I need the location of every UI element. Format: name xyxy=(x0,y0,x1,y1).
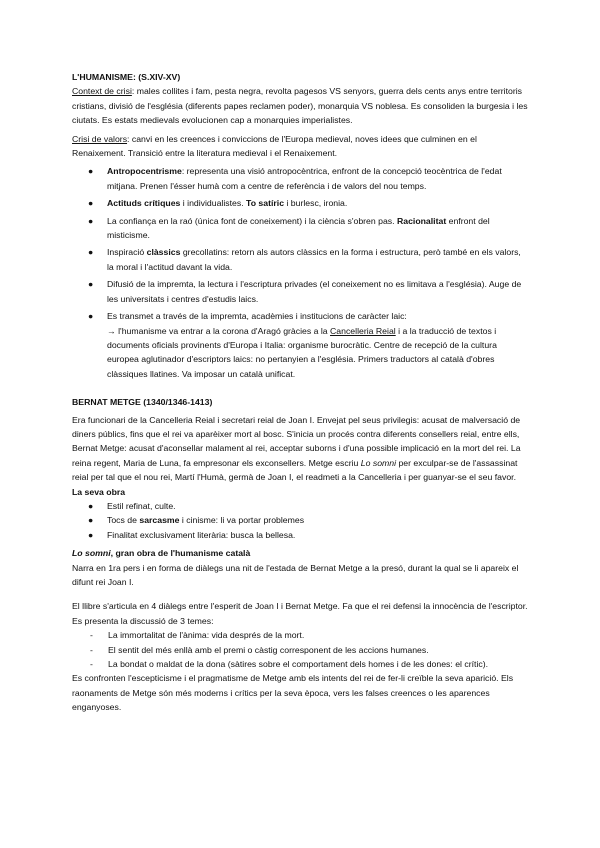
item-text: : representa una visió antropocèntrica, enfront de la concepció teocèntrica de l'edat mitjana. Prenen l'ésser humà com a centre de referència i de valors del nou temps. xyxy=(107,166,502,191)
item-text: Es transmet a través de la impremta, acadèmies i institucions de caràcter laic: xyxy=(107,311,407,322)
bold-term: sarcasme xyxy=(139,515,180,526)
item-text: El sentit del més enllà amb el premi o càstig corresponent de les accions humanes. xyxy=(108,644,429,655)
bullet-icon: ● xyxy=(88,529,94,540)
obra-title: La seva obra xyxy=(72,486,126,497)
item-text: i a la traducció de textos i documents oficials provinents d'Europa i Italia: organisme burocràtic. Centre de recepció de la cultura europea aglutinador d'escriptors laics: no pertanyien a l'església. Primers traductors al català d'obres clàssiques llatines. Va imposar un català unificat. xyxy=(107,325,497,379)
obra-list xyxy=(72,499,530,542)
llibre-paragraph: El llibre s'articula en 4 diàlegs entre l'esperit de Joan I i Bernat Metge. Fa que el rei defensi la innocència de l'escriptor. xyxy=(72,601,528,612)
bold-term: To satíric xyxy=(246,198,285,209)
item-text: La immortalitat de l'ànima: vida després de la mort. xyxy=(108,630,305,641)
list-item xyxy=(72,214,530,243)
item-text: Estil refinat, culte. xyxy=(107,500,176,511)
item-text: La bondat o maldat de la dona (sàtires sobre el comportament dels homes i de les dones: el crític). xyxy=(108,659,489,670)
dash-icon: - xyxy=(90,644,93,655)
item-text: Inspiració xyxy=(107,247,147,258)
humanisme-title: L'HUMANISME: (S.XIV-XV) xyxy=(72,72,181,82)
bold-term: Antropocentrisme xyxy=(107,166,182,177)
bullet-icon: ● xyxy=(88,515,94,526)
metge-title: BERNAT METGE (1340/1346-1413) xyxy=(72,397,213,408)
list-item xyxy=(72,528,530,542)
item-text: enfront del misticisme. xyxy=(107,215,490,241)
dash-icon: - xyxy=(90,630,93,641)
bullet-icon: ● xyxy=(88,311,94,322)
list-item xyxy=(72,309,530,381)
temes-list xyxy=(72,628,530,671)
bullet-icon: ● xyxy=(88,198,94,209)
valors-text: : canvi en les creences i conviccions de l'Europa medieval, noves idees que culminen en el Renaixement. Transició entre la literatura medieval i el Renaixement. xyxy=(72,133,477,159)
list-item xyxy=(72,499,530,513)
context-text: : males collites i fam, pesta negra, revolta pagesos VS senyors, guerra dels cents anys entre territoris cristians, divisió de l'església (diferents papes reclamen poder), monarquia VS noblesa. Es consoliden la burgesia i les ciutats. Es estats medievals evolucionen cap a monarquies imperialistes. xyxy=(72,86,528,126)
context-paragraph xyxy=(72,84,530,127)
temes-intro: Es presenta la discussió de 3 temes: xyxy=(72,615,214,626)
bullet-icon: ● xyxy=(88,166,94,177)
list-item xyxy=(72,628,530,642)
metge-bio-paragraph xyxy=(72,413,530,485)
bullet-icon: ● xyxy=(88,215,94,226)
bold-term: Racionalitat xyxy=(396,215,447,226)
somni-title xyxy=(72,546,530,560)
item-text: i burlesc, ironia. xyxy=(284,198,348,209)
bio-text: Era funcionari de la Cancelleria Reial i secretari reial de Joan I. Envejat pel seus privilegis: acusat de malversació de diners públics, fins que el rei va aparèixer mort al bosc. S'inicia un procés contra diferents consellers reial, entre ells, Bernat Metge: acusat d'aconsellar malament al rei, acceptar suborns i d'una possible implicació en la mort del rei. La reina regent, Maria de Luna, fa empresonar els exconsellers. Metge escriu xyxy=(72,414,521,468)
bullet-icon: ● xyxy=(88,247,94,258)
item-text: i individualistes. xyxy=(180,198,247,209)
item-text: Tocs de xyxy=(107,515,140,526)
item-text: i cinisme: li va portar problemes xyxy=(179,515,305,526)
list-item xyxy=(72,277,530,306)
dash-icon: - xyxy=(90,659,93,670)
item-text: Difusió de la impremta, la lectura i l'escriptura privades (el coneixement no es limitava a l'església). Auge de les universitats i centres d'estudis laics. xyxy=(107,279,522,304)
bold-term: Actituds crítiques xyxy=(107,198,181,209)
item-text: La confiança en la raó (única font de coneixement) i la ciència s'obren pas. xyxy=(107,215,397,226)
context-label: Context de crisi xyxy=(72,86,132,97)
somni-italic: Lo somni xyxy=(72,548,111,559)
bullet-icon: ● xyxy=(88,500,94,511)
valors-label: Crisi de valors xyxy=(72,133,128,144)
item-text: Finalitat exclusivament literària: busca la bellesa. xyxy=(107,529,296,540)
document-page xyxy=(72,70,530,715)
bio-italic: Lo somni xyxy=(360,457,397,468)
list-item xyxy=(72,164,530,193)
list-item xyxy=(72,513,530,527)
confronten-paragraph: Es confronten l'escepticisme i el pragmatisme de Metge amb els intents del rei de fer-li creïble la seva aparició. Els raonaments de Metge són més moderns i crítics per la seva època, vers les falses creences o les aparences enganyoses. xyxy=(72,673,514,713)
list-item xyxy=(72,657,530,671)
bio-text: per exculpar-se de l'assassinat reial per tal que el nou rei, Martí l'Humà, germà de Joan I, el readmeti a la Cancelleria i per guanyar-se el seu favor. xyxy=(72,457,518,483)
somni-title-text: , gran obra de l'humanisme català xyxy=(110,548,251,559)
list-item xyxy=(72,643,530,657)
valors-paragraph xyxy=(72,132,530,161)
narra-paragraph: Narra en 1ra pers i en forma de diàlegs una nit de l'estada de Bernat Metge a la presó, durant la qual se li apareix el difunt rei Joan I. xyxy=(72,562,519,587)
list-item xyxy=(72,245,530,274)
humanisme-bullet-list xyxy=(72,164,530,381)
item-text: → l'humanisme va entrar a la corona d'Aragó gràcies a la xyxy=(107,325,331,336)
item-text: grecollatins: retorn als autors clàssics en la forma i estructura, però també en els valors, la moral i l'actitud davant la vida. xyxy=(107,247,521,272)
bullet-icon: ● xyxy=(88,279,94,290)
list-item xyxy=(72,196,530,210)
bold-term: clàssics xyxy=(146,247,181,258)
cancelleria-link: Cancelleria Reial xyxy=(330,325,396,336)
